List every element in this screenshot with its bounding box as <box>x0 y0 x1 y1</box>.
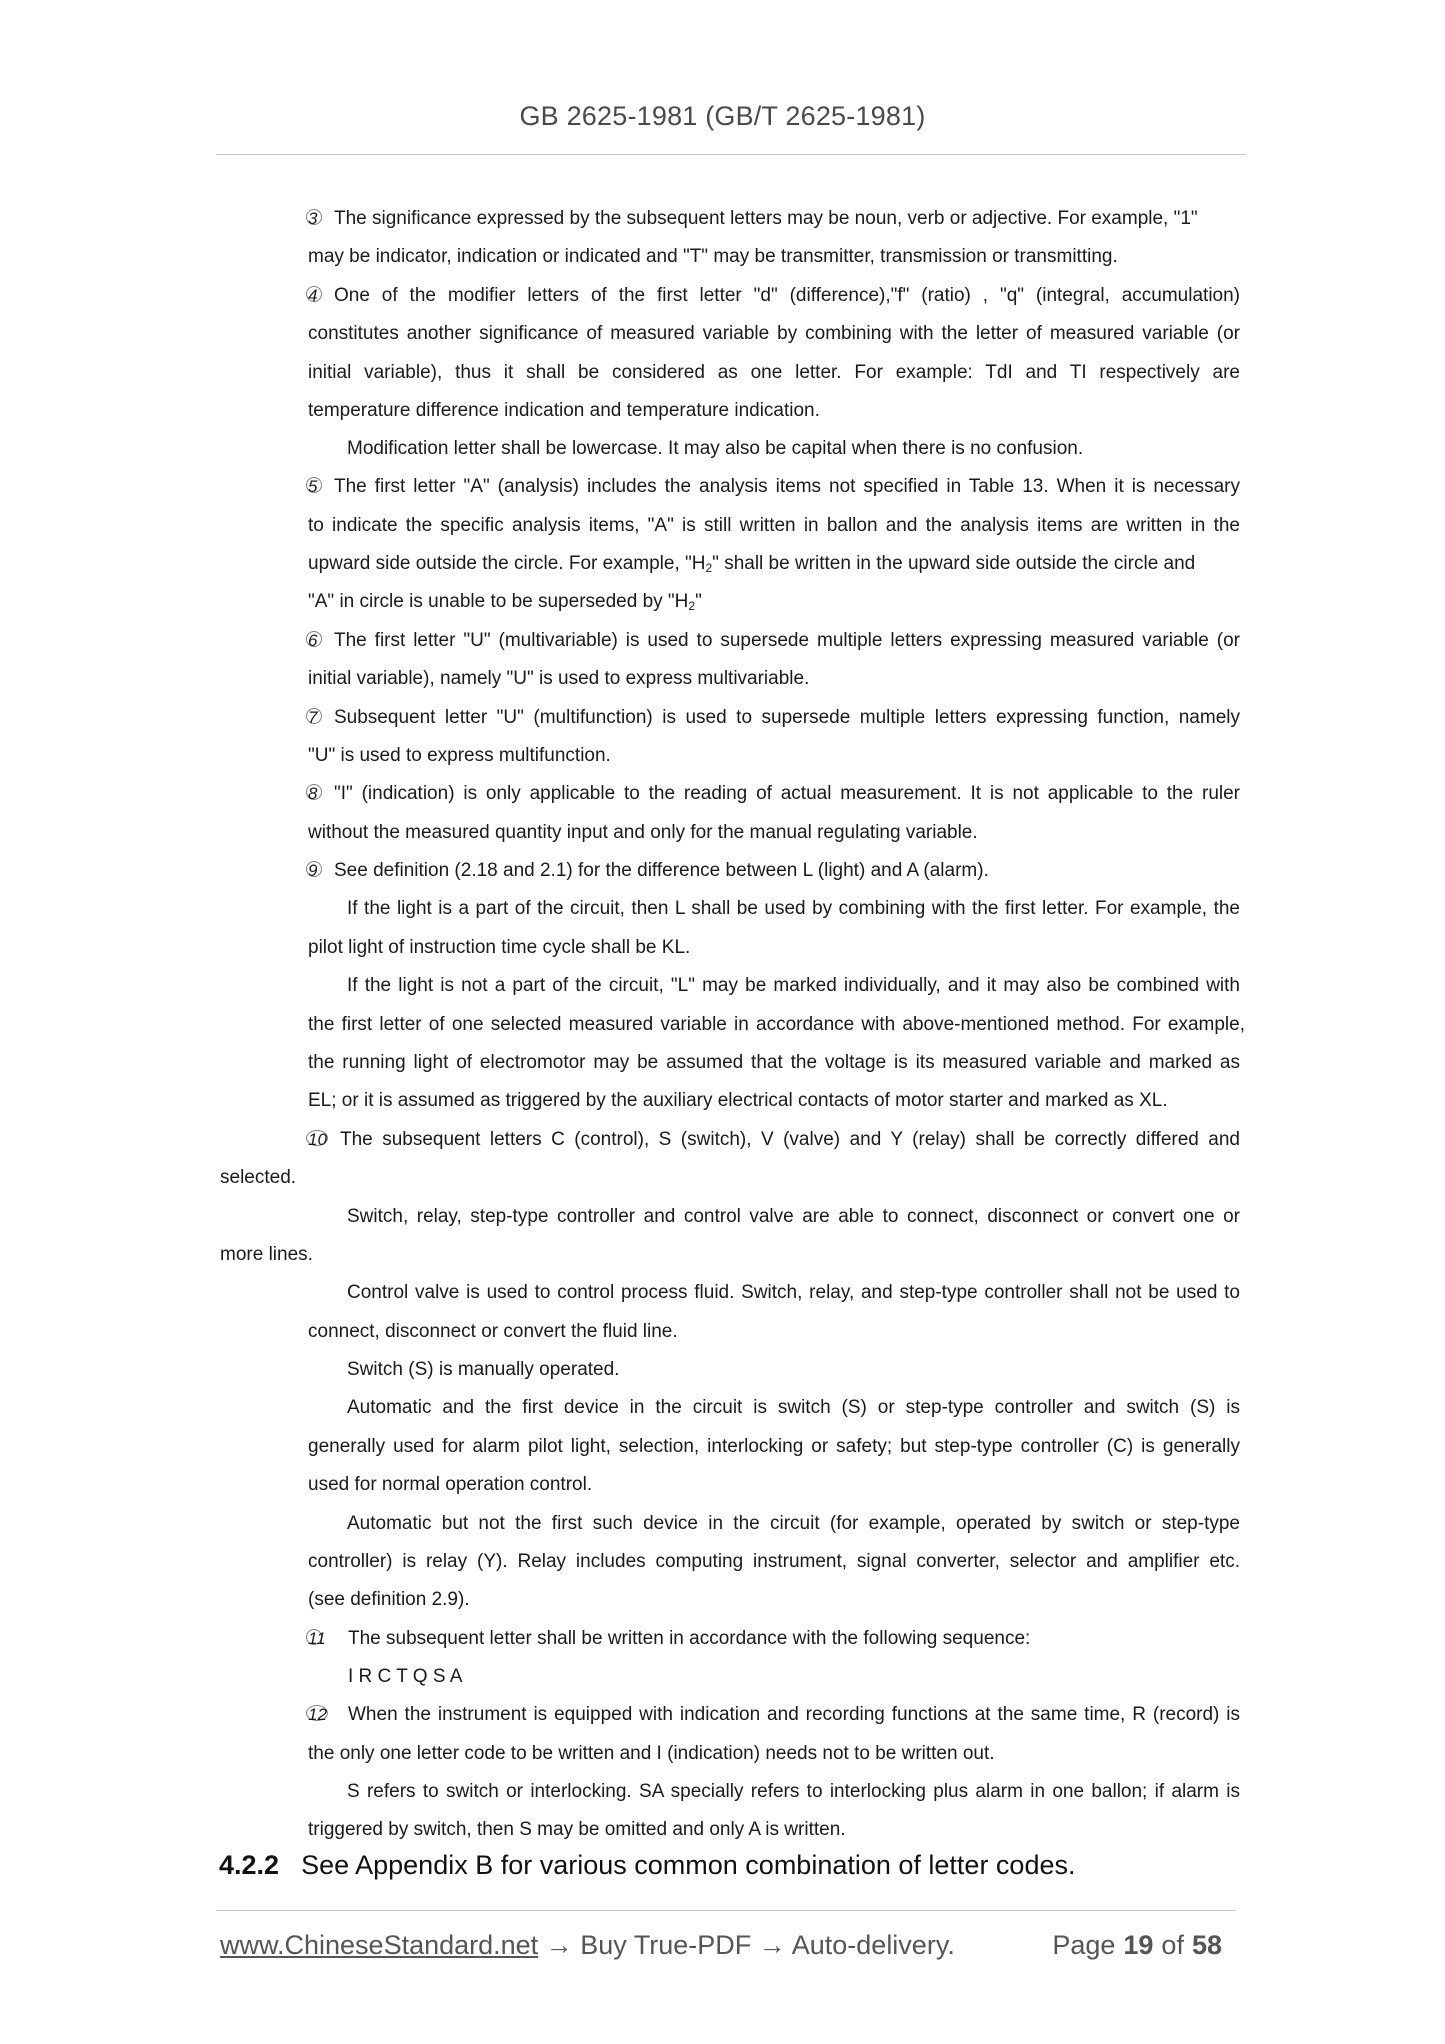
note-4-line-1: 4 One of the modifier letters of the first letter "d" (difference),"f" (ratio) , "q" (integral, accumulation) <box>308 285 1240 306</box>
note-4-line-2: constitutes another significance of measured variable by combining with the letter of measured variable (or <box>308 323 1240 344</box>
note-10-paragraph-5-line-2: generally used for alarm pilot light, selection, interlocking or safety; but step-type controller (C) is generally <box>308 1436 1240 1457</box>
note-number: 11 <box>308 1627 348 1651</box>
note-7-line-1: 7 Subsequent letter "U" (multifunction) is used to supersede multiple letters expressing function, namely <box>308 707 1240 728</box>
section-text: See Appendix B for various common combination of letter codes. <box>301 1850 1076 1880</box>
note-number: 9 <box>308 859 334 883</box>
note-9-paragraph-3-line-1: If the light is not a part of the circuit, "L" may be marked individually, and it may also be combined with <box>347 975 1240 996</box>
note-10-paragraph-2-line-2: more lines. <box>220 1244 313 1265</box>
note-9-line-1: 9 See definition (2.18 and 2.1) for the difference between L (light) and A (alarm). <box>308 860 989 881</box>
note-7-line-2: "U" is used to express multifunction. <box>308 745 611 766</box>
note-number: 3 <box>308 207 334 231</box>
footer-site-link[interactable]: www.ChineseStandard.net <box>220 1930 539 1960</box>
note-6-line-1: 6 The first letter "U" (multivariable) is used to supersede multiple letters expressing measured variable (or <box>308 630 1240 651</box>
note-number: 5 <box>308 475 334 499</box>
note-9-paragraph-2-line-1: If the light is a part of the circuit, then L shall be used by combining with the first letter. For example, the <box>347 898 1240 919</box>
note-number: 4 <box>308 284 334 308</box>
note-12-paragraph-2-line-1: S refers to switch or interlocking. SA specially refers to interlocking plus alarm in one ballon; if alarm is <box>347 1781 1240 1802</box>
section-4-2-2 <box>219 1850 1075 1881</box>
note-4-paragraph-2: Modification letter shall be lowercase. It may also be capital when there is no confusion. <box>347 438 1084 459</box>
note-11-sequence: I R C T Q S A <box>348 1666 463 1687</box>
note-number: 7 <box>308 706 334 730</box>
section-number: 4.2.2 <box>219 1850 280 1880</box>
note-10-paragraph-4: Switch (S) is manually operated. <box>347 1359 620 1380</box>
note-10-paragraph-2-line-1: Switch, relay, step-type controller and control valve are able to connect, disconnect or convert one or <box>347 1206 1240 1227</box>
note-10-line-2: selected. <box>220 1167 297 1188</box>
note-11-line-1: 11 The subsequent letter shall be written in accordance with the following sequence: <box>308 1628 1031 1649</box>
page-footer <box>220 1930 1230 1961</box>
note-10-paragraph-5-line-3: used for normal operation control. <box>308 1474 593 1495</box>
note-10-paragraph-6-line-3: (see definition 2.9). <box>308 1589 470 1610</box>
note-6-line-2: initial variable), namely "U" is used to express multivariable. <box>308 668 810 689</box>
note-4-line-3: initial variable), thus it shall be considered as one letter. For example: TdI and TI respectively are <box>308 362 1240 383</box>
note-10-paragraph-6-line-1: Automatic but not the first such device in the circuit (for example, operated by switch or step-type <box>347 1513 1240 1534</box>
note-12-line-1: 12 When the instrument is equipped with indication and recording functions at the same time, R (record) is <box>308 1704 1240 1725</box>
note-4-line-4: temperature difference indication and temperature indication. <box>308 400 820 421</box>
note-number: 6 <box>308 629 334 653</box>
page-indicator: Page 19 of 58 <box>1052 1930 1222 1960</box>
footer-tagline: → Buy True-PDF → Auto-delivery. <box>538 1930 955 1960</box>
page-header-title: GB 2625-1981 (GB/T 2625-1981) <box>519 101 926 131</box>
page-current: 19 <box>1123 1930 1154 1960</box>
note-12-line-2: the only one letter code to be written and I (indication) needs not to be written out. <box>308 1743 995 1764</box>
note-number: 10 <box>308 1128 340 1152</box>
note-number: 8 <box>308 782 334 806</box>
note-5-line-4: "A" in circle is unable to be superseded by "$H_2$" <box>308 591 702 613</box>
note-8-line-2: without the measured quantity input and only for the manual regulating variable. <box>308 822 978 843</box>
note-8-line-1: 8 "I" (indication) is only applicable to the reading of actual measurement. It is not applicable to the ruler <box>308 783 1240 804</box>
footer-rule <box>216 1910 1236 1911</box>
note-12-paragraph-2-line-2: triggered by switch, then S may be omitted and only A is written. <box>308 1819 846 1840</box>
note-10-paragraph-3-line-1: Control valve is used to control process fluid. Switch, relay, and step-type controller shall not be used to <box>347 1282 1240 1303</box>
header-rule <box>216 154 1246 155</box>
note-9-paragraph-2-line-2: pilot light of instruction time cycle shall be KL. <box>308 937 691 958</box>
note-number: 12 <box>308 1703 348 1727</box>
note-9-paragraph-3-line-4: EL; or it is assumed as triggered by the auxiliary electrical contacts of motor starter and marked as XL. <box>308 1090 1168 1111</box>
note-9-paragraph-3-line-2: the first letter of one selected measured variable in accordance with above-mentioned method. For example, <box>308 1014 1245 1035</box>
note-5-line-1: 5 The first letter "A" (analysis) includes the analysis items not specified in Table 13. When it is necessary <box>308 476 1240 497</box>
note-9-paragraph-3-line-3: the running light of electromotor may be assumed that the voltage is its measured variable and marked as <box>308 1052 1240 1073</box>
note-10-line-1: 10 The subsequent letters C (control), S (switch), V (valve) and Y (relay) shall be correctly differed and <box>308 1129 1240 1150</box>
note-10-paragraph-3-line-2: connect, disconnect or convert the fluid line. <box>308 1321 678 1342</box>
note-5-line-2: to indicate the specific analysis items, "A" is still written in ballon and the analysis items are written in the <box>308 515 1240 536</box>
note-10-paragraph-6-line-2: controller) is relay (Y). Relay includes computing instrument, signal converter, selector and amplifier etc. <box>308 1551 1240 1572</box>
note-3-line-1: 3 The significance expressed by the subsequent letters may be noun, verb or adjective. For example, "1" <box>308 208 1198 229</box>
page-total: 58 <box>1191 1930 1222 1960</box>
note-5-line-3: upward side outside the circle. For example, "$H_2$" shall be written in the upward side outside the circle and <box>308 553 1196 575</box>
note-10-paragraph-5-line-1: Automatic and the first device in the circuit is switch (S) or step-type controller and switch (S) is <box>347 1397 1240 1418</box>
note-3-line-2: may be indicator, indication or indicated and "T" may be transmitter, transmission or transmitting. <box>308 246 1118 267</box>
